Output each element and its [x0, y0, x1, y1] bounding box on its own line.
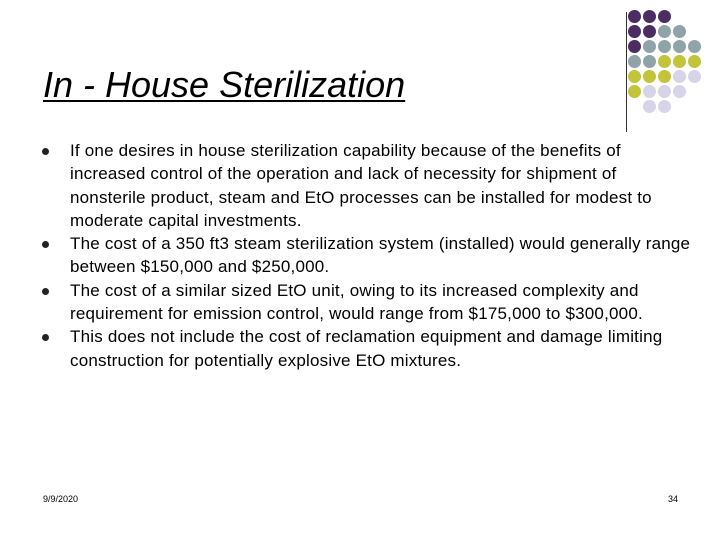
decorative-dot [643, 55, 656, 68]
bullet-list [42, 139, 692, 372]
decorative-dot [643, 70, 656, 83]
decorative-dot [658, 85, 671, 98]
decorative-dot [658, 70, 671, 83]
decorative-dot [628, 70, 641, 83]
decorative-dot [673, 85, 686, 98]
bullet-dot-icon [42, 288, 49, 295]
bullet-text: The cost of a 350 ft3 steam sterilization system (installed) would generally range between $150,000 and $250,000. [70, 234, 691, 277]
decorative-dot [658, 25, 671, 38]
decorative-dot [658, 55, 671, 68]
decorative-dot [628, 40, 641, 53]
decorative-dot [673, 55, 686, 68]
decorative-dot [628, 25, 641, 38]
decorative-dot [658, 10, 671, 23]
decorative-dot [658, 40, 671, 53]
bullet-dot-icon [42, 148, 49, 155]
decorative-dot [643, 85, 656, 98]
decorative-dot [643, 100, 656, 113]
decorative-dot [628, 55, 641, 68]
decorative-dot-grid [628, 10, 718, 110]
bullet-text: If one desires in house sterilization capability because of the benefits of increased control of the operation and lack of necessity for shipment of nonsterile product, steam and EtO processes can be installed for modest to moderate capital investments. [70, 141, 652, 230]
decorative-dot [628, 85, 641, 98]
decorative-vertical-line [626, 12, 627, 132]
decorative-dot [643, 10, 656, 23]
decorative-dot [643, 40, 656, 53]
decorative-dot [688, 70, 701, 83]
bullet-dot-icon [42, 334, 49, 341]
decorative-dot [658, 100, 671, 113]
decorative-dot [688, 55, 701, 68]
decorative-dot [673, 40, 686, 53]
bullet-dot-icon [42, 241, 49, 248]
footer-date: 9/9/2020 [43, 494, 79, 504]
slide-title: In - House Sterilization [43, 64, 406, 105]
decorative-dot [628, 10, 641, 23]
bullet-item [42, 232, 692, 279]
decorative-dot [673, 70, 686, 83]
bullet-item [42, 279, 692, 326]
decorative-dot [688, 40, 701, 53]
decorative-dot [643, 25, 656, 38]
bullet-item [42, 139, 692, 232]
decorative-dot [673, 25, 686, 38]
footer-page-number: 34 [667, 494, 678, 504]
bullet-text: This does not include the cost of reclamation equipment and damage limiting construction for potentially explosive EtO mixtures. [70, 327, 663, 370]
bullet-text: The cost of a similar sized EtO unit, owing to its increased complexity and requirement for emission control, would range from $175,000 to $300,000. [70, 280, 643, 324]
bullet-item [42, 325, 692, 372]
